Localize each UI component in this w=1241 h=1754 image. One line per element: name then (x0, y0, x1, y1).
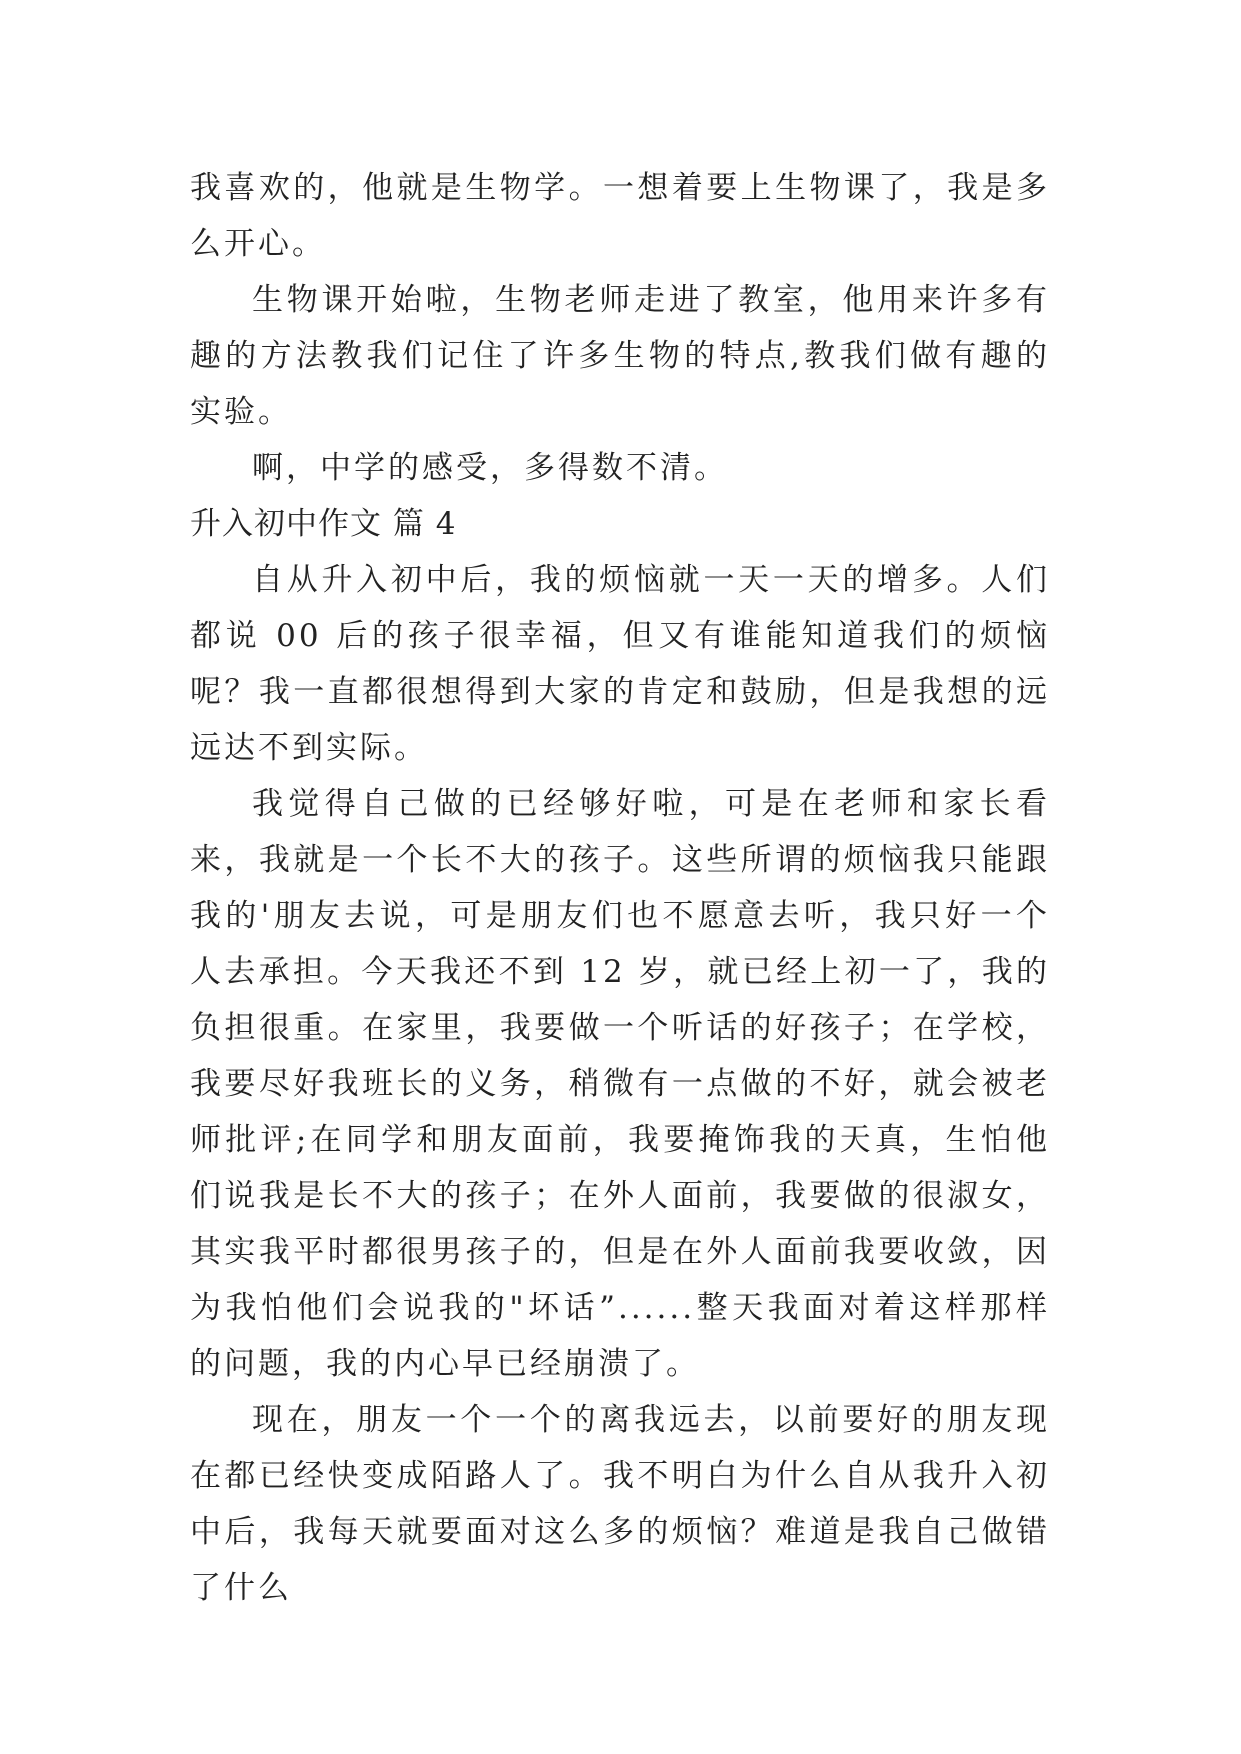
paragraph: 啊，中学的感受，多得数不清。 (252, 450, 728, 486)
paragraph: 现在，朋友一个一个的离我远去，以前要好的朋友现在都已经快变成陌路人了。我不明白为什么自从我升入初中后，我每天就要面对这么多的烦恼？难道是我自己做错了什么 (190, 1402, 1050, 1606)
paragraph-continued: 我喜欢的，他就是生物学。一想着要上生物课了，我是多么开心。 (190, 170, 1050, 262)
paragraph: 生物课开始啦，生物老师走进了教室，他用来许多有趣的方法教我们记住了许多生物的特点,教我们做有趣的实验。 (190, 282, 1050, 430)
section-title: 升入初中作文 篇 4 (190, 506, 457, 542)
document-body (190, 160, 1050, 1616)
paragraph: 我觉得自己做的已经够好啦，可是在老师和家长看来，我就是一个长不大的孩子。这些所谓的烦恼我只能跟我的'朋友去说，可是朋友们也不愿意去听，我只好一个人去承担。今天我还不到 12 岁，就已经上初一了，我的负担很重。在家里，我要做一个听话的好孩子；在学校，我要尽好我班长的义务，稍微有一点做的不好，就会被老师批评;在同学和朋友面前，我要掩饰我的天真，生怕他们说我是长不大的孩子；在外人面前，我要做的很淑女，其实我平时都很男孩子的，但是在外人面前我要收敛，因为我怕他们会说我的"坏话”......整天我面对着这样那样的问题，我的内心早已经崩溃了。 (190, 786, 1050, 1382)
paragraph: 自从升入初中后，我的烦恼就一天一天的增多。人们都说 00 后的孩子很幸福，但又有谁能知道我们的烦恼呢？我一直都很想得到大家的肯定和鼓励，但是我想的远远达不到实际。 (190, 562, 1050, 766)
